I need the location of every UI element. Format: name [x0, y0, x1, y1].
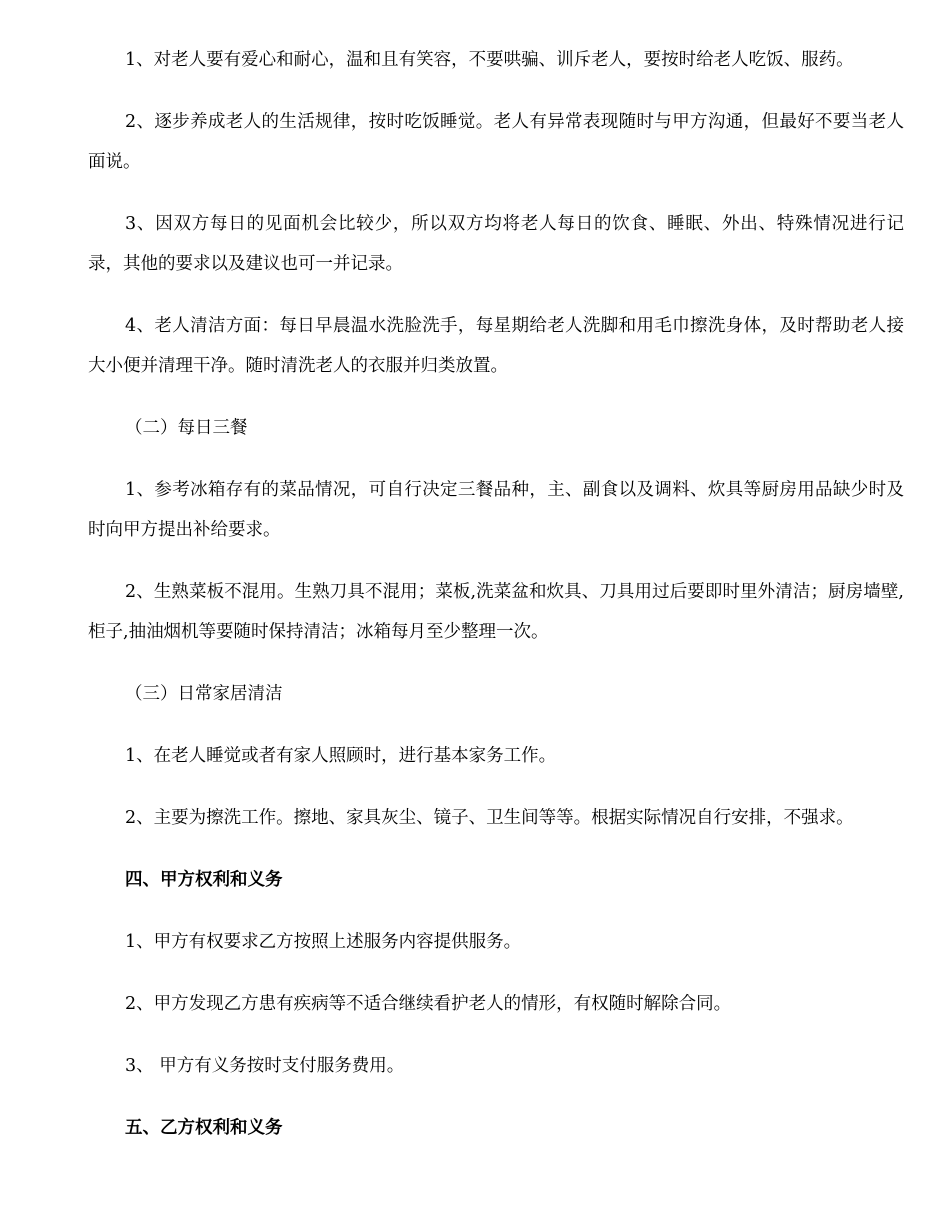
- paragraph-party-a-2: 2、甲方发现乙方患有疾病等不适合继续看护老人的情形，有权随时解除合同。: [125, 994, 732, 1014]
- subheading-cleaning: （三）日常家居清洁: [125, 684, 283, 704]
- paragraph-care-2: 2、逐步养成老人的生活规律，按时吃饭睡觉。老人有异常表现随时与甲方沟通，但最好不要当老人面说。: [88, 112, 904, 172]
- paragraph-care-1: 1、对老人要有爱心和耐心，温和且有笑容，不要哄骗、训斥老人，要按时给老人吃饭、服药。: [125, 50, 854, 70]
- paragraph-cleaning-1: 1、在老人睡觉或者有家人照顾时，进行基本家务工作。: [125, 746, 557, 766]
- paragraph-party-a-1: 1、甲方有权要求乙方按照上述服务内容提供服务。: [125, 932, 522, 952]
- subheading-meals: （二）每日三餐: [125, 418, 248, 438]
- document-body: [88, 40, 904, 1170]
- paragraph-care-3: 3、因双方每日的见面机会比较少，所以双方均将老人每日的饮食、睡眠、外出、特殊情况进行记录，其他的要求以及建议也可一并记录。: [88, 214, 904, 274]
- paragraph-meals-1: 1、参考冰箱存有的菜品情况，可自行决定三餐品种，主、副食以及调料、炊具等厨房用品缺少时及时向甲方提出补给要求。: [88, 480, 904, 540]
- paragraph-cleaning-2: 2、主要为擦洗工作。擦地、家具灰尘、镜子、卫生间等等。根据实际情况自行安排，不强求。: [125, 808, 854, 828]
- paragraph-care-4: 4、老人清洁方面：每日早晨温水洗脸洗手，每星期给老人洗脚和用毛巾擦洗身体，及时帮助老人接大小便并清理干净。随时清洗老人的衣服并归类放置。: [88, 316, 904, 376]
- paragraph-meals-2: 2、生熟菜板不混用。生熟刀具不混用；菜板,洗菜盆和炊具、刀具用过后要即时里外清洁；厨房墙壁,柜子,抽油烟机等要随时保持清洁；冰箱每月至少整理一次。: [88, 582, 904, 642]
- section-heading-party-b: 五、乙方权利和义务: [125, 1118, 283, 1138]
- paragraph-party-a-3: 3、 甲方有义务按时支付服务费用。: [125, 1056, 405, 1076]
- section-heading-party-a: 四、甲方权利和义务: [125, 870, 283, 890]
